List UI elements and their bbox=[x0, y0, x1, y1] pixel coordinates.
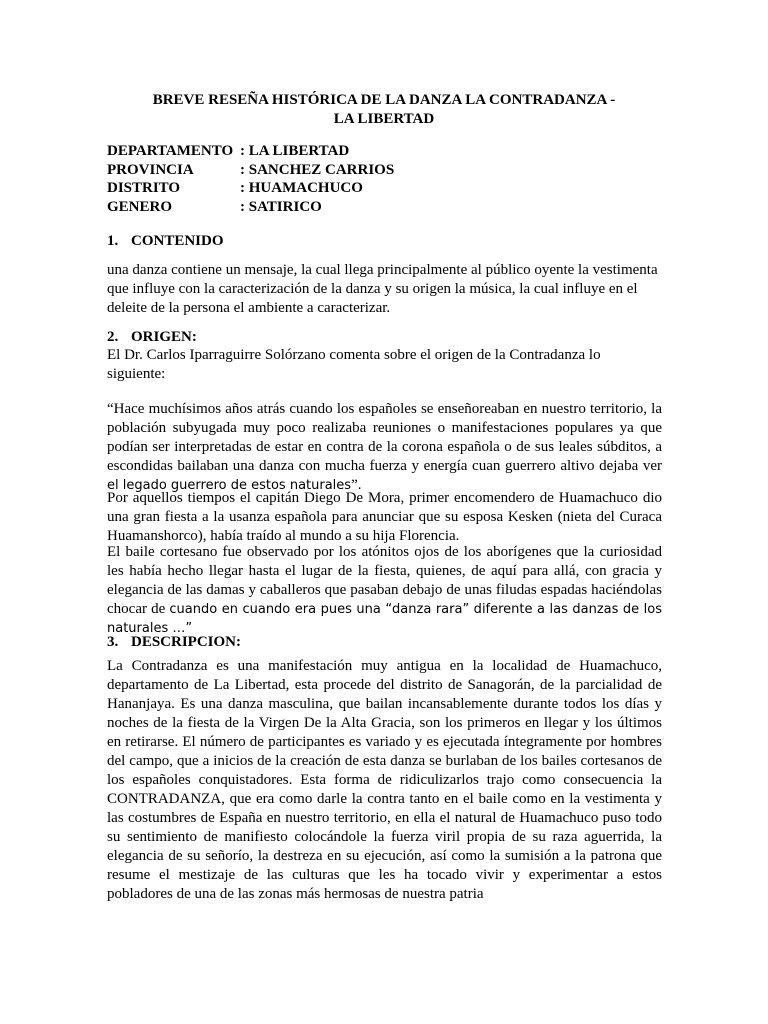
section-descripcion-text: La Contradanza es una manifestación muy antigua en la localidad de Huamachuco, departamento de La Libertad, esta procede del distrito de Sanagorán, de la parcialidad de Hananjaya. Es una danza masculina, que bailan incansablemente durante todos los días y noches de la fiesta de la Virgen De la Alta Gracia, son los primeros en llegar y los últimos en retirarse. El número de participantes es variado y es ejecutada íntegramente por hombres del campo, que a inicios de la creación de esta danza se burlaban de los bailes cortesanos de los españoles conquistadores. Esta forma de ridiculizarlos trajo como consecuencia la CONTRADANZA, que era como darle la contra tanto en el baile como en la vestimenta y las costumbres de España en nuestro territorio, en ella el natural de Huamachuco puso todo su sentimiento de manifiesto colocándole la fuerza viril propia de su raza aguerrida, la elegancia de su señorío, la destreza en su ejecución, así como la sumisión a la patrona que resume el mestizaje de las culturas que les ha tocado vivir y experimentar a estos pobladores de una de las zonas más hermosas de nuestra patria bbox=[107, 658, 662, 902]
section-number: 3. bbox=[107, 634, 119, 650]
meta-row-distrito bbox=[107, 179, 394, 198]
meta-label: DEPARTAMENTO bbox=[107, 143, 234, 159]
meta-value: : LA LIBERTAD bbox=[240, 143, 350, 159]
meta-row-provincia bbox=[107, 161, 394, 180]
meta-label: GENERO bbox=[107, 198, 173, 215]
document-title bbox=[0, 91, 768, 129]
meta-row-genero bbox=[107, 198, 394, 217]
meta-label: DISTRITO bbox=[107, 180, 181, 196]
origen-intro: El Dr. Carlos Iparraguirre Solórzano comenta sobre el origen de la Contradanza lo siguiente: bbox=[107, 347, 601, 382]
section-heading-origen bbox=[107, 328, 197, 347]
section-title: CONTENIDO bbox=[131, 233, 224, 249]
section-contenido-text: una danza contiene un mensaje, la cual llega principalmente al público oyente la vestimenta que influye con la caracterización de la danza y su origen la música, la cual influye en el deleite de la persona el ambiente a caracterizar. bbox=[107, 262, 658, 316]
section-number: 2. bbox=[107, 329, 119, 345]
section-heading-descripcion bbox=[107, 633, 241, 652]
title-line-2: LA LIBERTAD bbox=[333, 111, 435, 127]
meta-row-departamento bbox=[107, 142, 394, 161]
section-title: ORIGEN: bbox=[131, 329, 197, 345]
quote-text-end: el legado guerrero de estos naturales bbox=[107, 478, 352, 493]
metadata-block bbox=[107, 142, 394, 216]
meta-value: : SATIRICO bbox=[240, 198, 322, 215]
origen-quote-paragraph-1 bbox=[107, 400, 662, 495]
section-heading-contenido bbox=[107, 232, 224, 251]
section-title: DESCRIPCION: bbox=[131, 634, 242, 650]
origen-quote-paragraph-3 bbox=[107, 543, 662, 638]
meta-value: : HUAMACHUCO bbox=[240, 180, 363, 196]
quote-text: El baile cortesano fue observado por los atónitos ojos de los aborígenes que la curiosidad les había hecho llegar hasta el lugar de la fiesta, quienes, de aquí para allá, con gracia y elegancia de las damas y caballeros que pasaban debajo de unas filudas espadas haciéndolas chocar de bbox=[107, 544, 662, 617]
origen-quote-paragraph-2: Por aquellos tiempos el capitán Diego De Mora, primer encomendero de Huamachuco dio una gran fiesta a la usanza española para anunciar que su esposa Kesken (nieta del Curaca Huamanshorco), había traído al mundo a su hija Florencia. bbox=[107, 490, 662, 544]
quote-text-end: cuando en cuando era pues una “danza rara” diferente a las danzas de los naturales …” bbox=[107, 602, 663, 636]
quote-text: “Hace muchísimos años atrás cuando los españoles se enseñoreaban en nuestro territorio, la población subyugada muy poco realizaba reuniones o manifestaciones populares ya que podían ser interpretadas de estar en contra de la corona española o de sus leales súbditos, a escondidas bailaban una danza con mucha fuerza y energía cuan guerrero altivo dejaba ver bbox=[107, 401, 662, 474]
meta-value: : SANCHEZ CARRIOS bbox=[240, 161, 395, 178]
section-number: 1. bbox=[107, 233, 119, 249]
meta-label: PROVINCIA bbox=[107, 161, 194, 178]
quote-close: ”. bbox=[351, 477, 362, 493]
title-line-1: BREVE RESEÑA HISTÓRICA DE LA DANZA LA CONTRADANZA - bbox=[152, 92, 616, 108]
